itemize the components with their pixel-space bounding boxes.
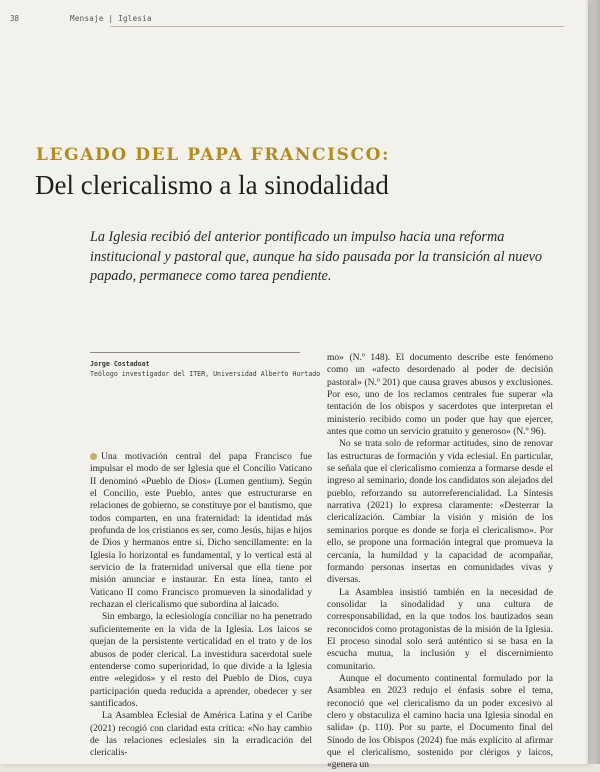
running-head: Mensaje | Iglesia — [70, 14, 152, 23]
article-lede: La Iglesia recibió del anterior pontificado un impulso hacia una reforma institucional y pastoral que, aunque ha sido pausada por la transición al nuevo papado, permanece como tarea pendiente. — [90, 229, 543, 284]
author-name: Jorge Costadoat — [90, 360, 150, 368]
paragraph: Sin embargo, la eclesiología conciliar no ha penetrado suficientemente en la vida de la Iglesia. Los laicos se quejan de la persistente verticalidad en el trato y de los abusos de poder clerical. La investidura sacerdotal suele entenderse como superioridad, lo que divide a la Iglesia entre «elegidos» y el resto del Pueblo de Dios, cuya participación queda reducida a aprender, obedecer y ser santificados. — [90, 612, 312, 709]
page-number: 38 — [10, 14, 20, 23]
article-title: Del clericalismo a la sinodalidad — [35, 170, 389, 200]
paragraph: mo» (N.º 148). El documento describe este fenómeno como un «afecto desordenado al poder de decisión pastoral» (N.º 201) que causa graves abusos y exclusiones. Por eso, uno de los reclamos centrales fue superar «la tentación de los obispos y sacerdotes que interpretan el ministerio recibido como un poder que hay que ejercer, antes que como un servicio gratuito y generoso» (N.º 96). — [327, 353, 553, 438]
author-block — [90, 359, 330, 379]
body-column-right — [327, 352, 553, 772]
ornament-bullet-icon — [90, 453, 97, 460]
paragraph: Una motivación central del papa Francisco fue impulsar el modo de ser Iglesia que el Concilio Vaticano II denominó «Pueblo de Dios» (Lumen gentium). Según el Concilio, este Pueblo, antes que estructurarse en relaciones de gobierno, se constituye por el bautismo, que todos comparten, en una fraternidad: la identidad más profunda de los cristianos es ser, como Jesús, hijas e hijos de Dios y hermanos entre sí. Dicho sencillamente: en la Iglesia lo horizontal es fundamental, y lo vertical está al servicio de la fraternidad universal que ella tiene por misión anunciar e instaurar. En esta línea, tanto el Vaticano II como Francisco promueven la sinodalidad y rechazan el clericalismo que subordina al laicado. — [90, 452, 312, 611]
paragraph: La Asamblea insistió también en la necesidad de consolidar la sinodalidad y una cultura de corresponsabilidad, en la que todos los bautizados sean reconocidos como protagonistas de la misión de la Iglesia. El proceso sinodal solo será auténtico si se basa en la escucha mutua, la inclusión y el discernimiento comunitario. — [327, 587, 553, 672]
author-rule — [90, 352, 300, 353]
body-column-left — [90, 451, 312, 760]
paragraph: No se trata solo de reformar actitudes, sino de renovar las estructuras de formación y vida eclesial. En particular, se señala que el clericalismo comienza a formarse desde el ingreso al seminario, donde los candidatos son alejados del pueblo, reforzando su autorreferencialidad. La Síntesis narrativa (2021) lo expresa claramente: «Desterrar la clericalización. Cambiar la visión y misión de los seminarios porque es donde se forja el clericalismo». Por ello, se propone una formación integral que promueva la cercanía, la humildad y la capacidad de acompañar, formando personas insertas en comunidades vivas y diversas. — [327, 439, 553, 586]
header-rule — [110, 26, 564, 27]
paragraph: Aunque el documento continental formulado por la Asamblea en 2023 redujo el énfasis sobre el tema, reconoció que «el clericalismo da un poder excesivo al clero y obstaculiza el camino hacia una Iglesia sinodal en salida» (p. 110). Por su parte, el Documento final del Sínodo de los Obispos (2024) fue más explícito al afirmar que el clericalismo, sostenido por clérigos y laicos, «genera un — [327, 673, 553, 771]
article-kicker: LEGADO DEL PAPA FRANCISCO: — [36, 145, 390, 165]
page-edge-shadow — [586, 0, 600, 764]
author-role: Teólogo investigador del ITER, Universidad Alberto Hurtado — [90, 370, 321, 378]
paragraph: La Asamblea Eclesial de América Latina y el Caribe (2021) recogió con claridad esta crítica: «No hay cambio de las relaciones eclesiales sin la erradicación del clericalis- — [90, 711, 312, 759]
